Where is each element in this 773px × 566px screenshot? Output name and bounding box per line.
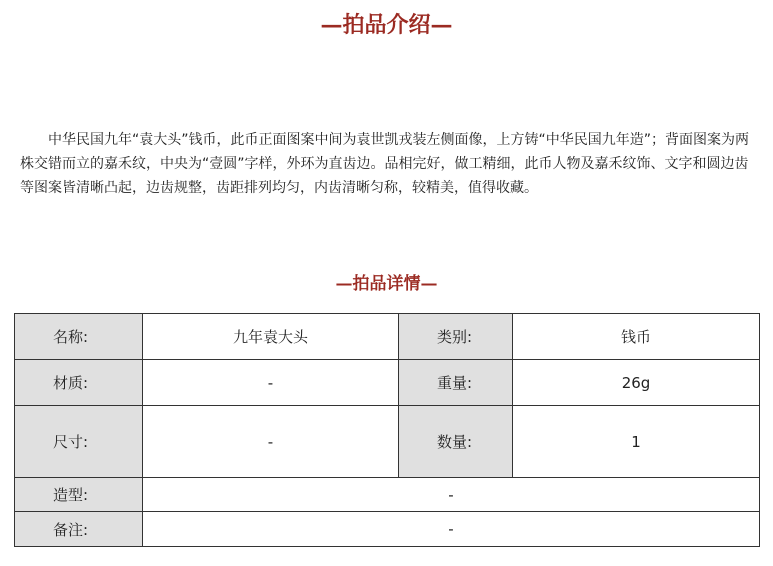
category-value: 钱币 (513, 314, 760, 360)
category-label: 类别: (399, 314, 513, 360)
remarks-value: - (143, 512, 760, 547)
intro-title: —拍品介绍— (320, 12, 453, 38)
quantity-value: 1 (513, 406, 760, 478)
material-label: 材质: (15, 360, 143, 406)
details-title: —拍品详情— (335, 274, 438, 294)
table-row (15, 314, 760, 360)
weight-label: 重量: (399, 360, 513, 406)
quantity-label: 数量: (399, 406, 513, 478)
remarks-label: 备注: (15, 512, 143, 547)
name-value: 九年袁大头 (143, 314, 399, 360)
size-value: - (143, 406, 399, 478)
size-label: 尺寸: (15, 406, 143, 478)
weight-value: 26g (513, 360, 760, 406)
name-label: 名称: (15, 314, 143, 360)
shape-value: - (143, 478, 760, 512)
intro-description: 中华民国九年“袁大头”钱币，此币正面图案中间为袁世凯戎装左侧面像，上方铸“中华民国九年造”；背面图案为两株交错而立的嘉禾纹，中央为“壹圆”字样，外环为直齿边。品相完好，做工精细，此币人物及嘉禾纹饰、文字和圆边齿等图案皆清晰凸起，边齿规整，齿距排列均匀，内齿清晰匀称，较精美，值得收藏。 (20, 132, 750, 196)
details-table (14, 313, 760, 547)
shape-label: 造型: (15, 478, 143, 512)
table-row (15, 406, 760, 478)
table-row (15, 512, 760, 547)
table-row (15, 360, 760, 406)
table-row (15, 478, 760, 512)
material-value: - (143, 360, 399, 406)
